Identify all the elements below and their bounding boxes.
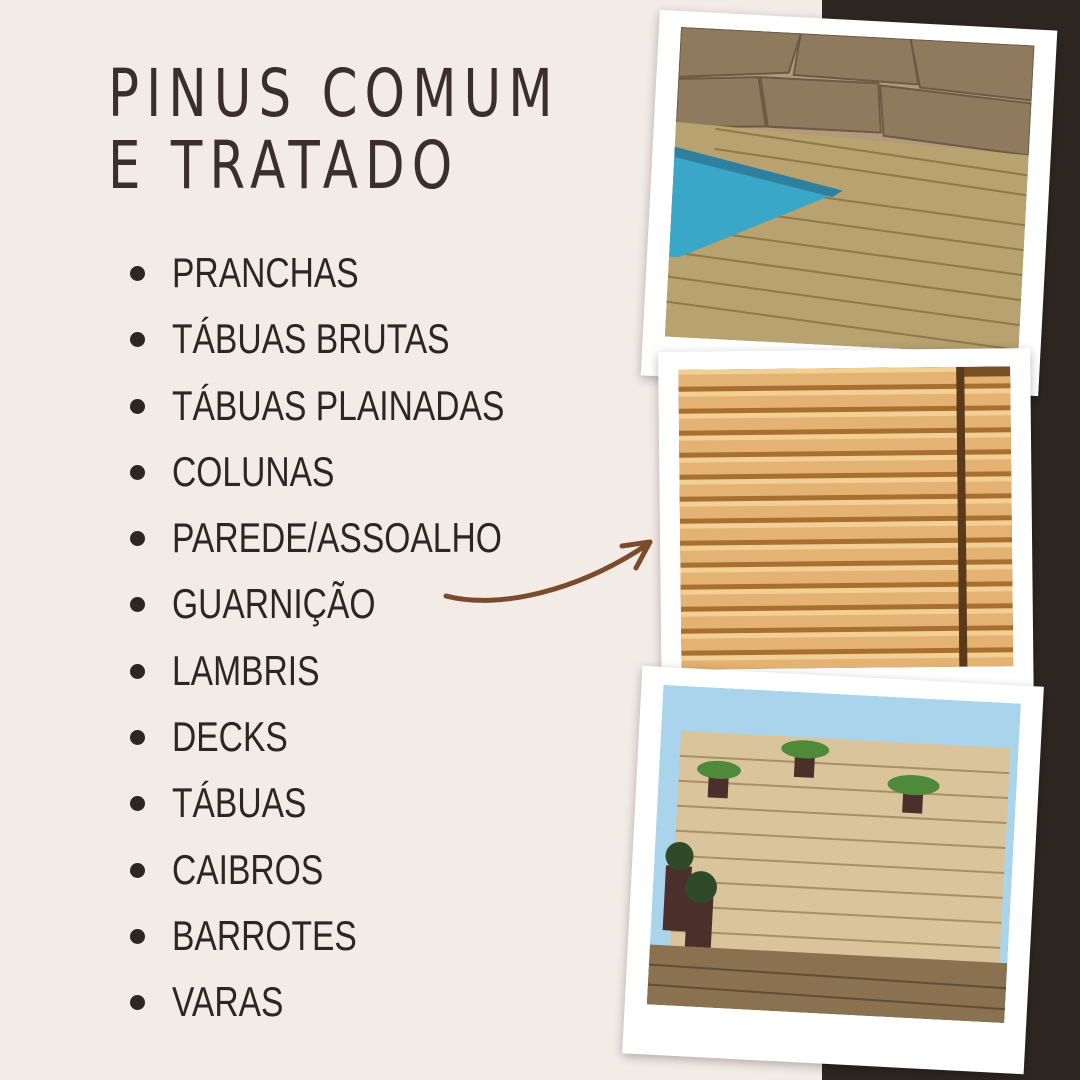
list-item-label: COLUNAS bbox=[172, 447, 335, 495]
list-item bbox=[128, 439, 587, 505]
title-line-1: PINUS COMUM bbox=[108, 55, 560, 132]
list-item-label: TÁBUAS bbox=[172, 779, 307, 827]
bullet-icon bbox=[130, 863, 145, 878]
list-item-label: GUARNIÇÃO bbox=[172, 580, 376, 628]
list-item-label: TÁBUAS PLAINADAS bbox=[172, 381, 505, 429]
photo-frame-stacked-boards bbox=[658, 348, 1034, 722]
bullet-icon bbox=[130, 266, 145, 281]
bullet-icon bbox=[130, 332, 145, 347]
photo-frame-pool-deck bbox=[641, 10, 1058, 396]
list-item-label: BARROTES bbox=[172, 911, 357, 959]
photo-frame-wood-wall bbox=[622, 666, 1044, 1075]
list-item bbox=[128, 969, 587, 1035]
bullet-icon bbox=[130, 929, 145, 944]
bullet-icon bbox=[130, 664, 145, 679]
list-item-label: LAMBRIS bbox=[172, 646, 320, 694]
list-item bbox=[128, 306, 587, 372]
bullet-icon bbox=[130, 995, 145, 1010]
list-item bbox=[128, 240, 587, 306]
list-item-label: CAIBROS bbox=[172, 845, 324, 893]
list-item bbox=[128, 373, 587, 439]
list-item bbox=[128, 903, 587, 969]
title-line-2: E TRATADO bbox=[108, 127, 460, 204]
stacked-boards-photo bbox=[678, 366, 1013, 669]
bullet-icon bbox=[130, 730, 145, 745]
list-item-label: DECKS bbox=[172, 713, 288, 761]
list-item bbox=[128, 704, 587, 770]
curved-arrow-right-icon bbox=[440, 530, 660, 620]
pool-deck-photo bbox=[665, 27, 1035, 355]
list-item-label: PAREDE/ASSOALHO bbox=[172, 514, 502, 562]
bullet-icon bbox=[130, 796, 145, 811]
bullet-icon bbox=[130, 531, 145, 546]
list-item bbox=[128, 837, 587, 903]
bullet-icon bbox=[130, 399, 145, 414]
list-item-label: VARAS bbox=[172, 978, 284, 1026]
product-list bbox=[128, 240, 587, 1036]
list-item bbox=[128, 638, 587, 704]
page-title bbox=[108, 55, 560, 204]
list-item bbox=[128, 770, 587, 836]
list-item-label: TÁBUAS BRUTAS bbox=[172, 315, 450, 363]
bullet-icon bbox=[130, 597, 145, 612]
wood-wall-photo bbox=[647, 685, 1021, 1023]
list-item-label: PRANCHAS bbox=[172, 249, 359, 296]
bullet-icon bbox=[130, 465, 145, 480]
